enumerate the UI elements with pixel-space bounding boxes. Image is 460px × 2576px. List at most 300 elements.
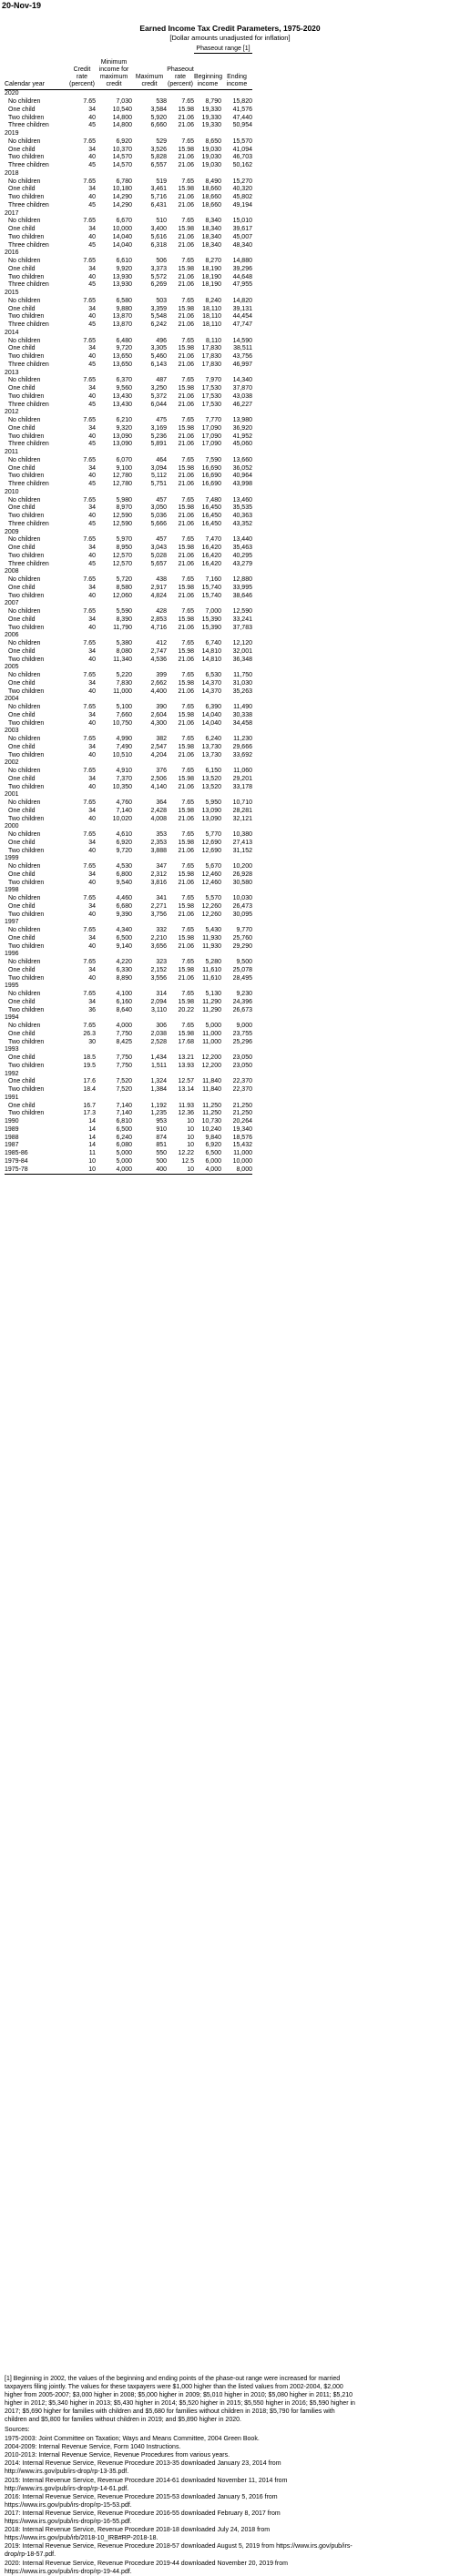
row-label: Two children [8,783,45,790]
cell-value: 4,000 [96,1166,132,1174]
row-label: Two children [8,1038,45,1045]
cell-value: 6,080 [116,1142,132,1149]
cell-value: 4,610 [116,831,132,839]
cell-value: 7.65 [181,959,194,966]
cell-value: 7,970 [205,377,221,384]
cell-value: 475 [156,417,167,424]
table-row [5,942,252,951]
cell-value: 46,703 [232,154,252,161]
cell-value: 18,340 [201,233,221,240]
row-label: 2008 [5,568,19,575]
source-item: 2004-2009: Internal Revenue Service, Form 1040 Instructions. [5,2444,181,2451]
cell-value: 21.06 [178,281,194,289]
table-row [5,433,252,441]
cell-value [221,855,252,863]
cell-value: 2,528 [150,1038,167,1045]
table-row [5,719,252,728]
row-label: No children [8,672,41,679]
row-label: Two children [8,879,45,886]
cell-value: 15.98 [178,871,194,878]
cell-value: 35,463 [232,545,252,552]
cell-value: 16,450 [201,513,221,520]
row-label: One child [8,871,36,878]
cell-value [132,449,167,457]
sources-list [5,2435,355,2576]
cell-value [132,887,167,895]
cell-value: 15.98 [178,186,194,193]
cell-value: 16,450 [201,504,221,512]
row-label: Two children [8,273,45,280]
row-label: No children [8,496,41,504]
cell-value [194,632,221,640]
table-row [5,377,252,385]
table-row [5,927,252,935]
table-row [5,473,252,481]
cell-value [132,1014,167,1023]
cell-value: 40 [88,233,96,240]
cell-value [167,600,194,608]
cell-value: 40 [88,313,96,321]
cell-value: 11,930 [202,942,221,950]
cell-value: 12,590 [112,520,132,527]
cell-value: 40 [88,911,96,918]
cell-value: 7.65 [181,895,194,902]
row-label: Two children [8,592,45,599]
cell-value: 21.06 [178,433,194,440]
cell-value [96,600,132,608]
cell-value [167,130,194,138]
cell-value: 12,460 [201,871,221,878]
cell-value: 40 [88,624,96,631]
cell-value: 40 [88,194,96,201]
cell-value [96,919,132,927]
row-label: No children [8,98,41,106]
cell-value: 364 [156,799,167,807]
table-row [5,1158,252,1166]
row-label: 2016 [5,249,19,257]
cell-value: 16,450 [201,520,221,527]
row-label: Two children [8,313,45,321]
table-row [5,799,252,808]
cell-value: 7.65 [83,831,96,839]
cell-value [96,696,132,704]
cell-value [68,369,96,377]
cell-value: 40 [88,392,96,400]
cell-value [194,600,221,608]
cell-value: 21.06 [178,353,194,361]
cell-value: 12,590 [232,608,252,616]
cell-value [68,600,96,608]
cell-value: 7.65 [83,536,96,544]
cell-value: 4,220 [116,959,132,966]
row-label: 1992 [5,1070,19,1077]
cell-value [68,823,96,831]
cell-value: 40 [88,154,96,161]
year-row [5,951,252,959]
cell-value [96,489,132,497]
cell-value: 2,662 [150,679,167,687]
cell-value: 5,720 [116,576,132,584]
cell-value [96,449,132,457]
cell-value: 12,880 [232,576,252,584]
cell-value: 34 [88,679,96,687]
row-label: No children [8,640,41,647]
cell-value: 9,390 [116,911,132,918]
cell-value: 9,100 [116,464,132,472]
cell-value: 13,090 [112,433,132,440]
cell-value: 10,180 [112,186,132,193]
table-row [5,768,252,776]
cell-value: 7,770 [205,417,221,424]
cell-value [221,664,252,672]
cell-value: 11,340 [113,656,132,663]
cell-value: 3,359 [150,305,167,312]
cell-value: 47,747 [232,321,252,329]
cell-value: 8,240 [205,297,221,304]
table-row [5,425,252,433]
cell-value: 7.65 [181,991,194,998]
row-label: Three children [8,481,49,488]
cell-value [96,855,132,863]
row-label: 1987 [5,1142,19,1149]
cell-value: 21.06 [178,624,194,631]
cell-value: 44,454 [232,313,252,321]
row-label: Two children [8,473,45,480]
cell-value: 32,121 [232,815,252,822]
cell-value: 26,673 [232,1006,252,1013]
cell-value [68,90,96,98]
year-row [5,1014,252,1023]
table-row [5,162,252,170]
cell-value [221,823,252,831]
row-label: Three children [8,122,49,129]
cell-value: 2,604 [150,711,167,718]
row-label: 2004 [5,696,19,703]
cell-value: 7,750 [116,1030,132,1037]
cell-value: 13,430 [112,392,132,400]
cell-value [132,528,167,536]
cell-value [167,90,194,98]
source-item: 2016: Internal Revenue Service, Revenue Procedure 2015-53 downloaded January 5, 2016 from https://www.irs.gov/pub/irs-drop/rp-15-53.pdf. [5,2493,278,2509]
cell-value: 29,666 [232,743,252,750]
cell-value: 7.65 [181,536,194,544]
table-row [5,608,252,616]
cell-value: 11,230 [233,736,252,743]
cell-value: 26,928 [232,871,252,878]
cell-value [221,728,252,736]
cell-value: 9,500 [236,959,252,966]
cell-value: 5,280 [205,959,221,966]
cell-value [132,130,167,138]
cell-value: 20.22 [178,1006,194,1013]
row-label: Two children [8,815,45,822]
cell-value: 33,241 [232,616,252,623]
cell-value: 27,413 [232,839,252,846]
cell-value: 2,271 [150,902,167,910]
cell-value: 6,500 [116,934,132,942]
cell-value: 45 [88,281,96,289]
cell-value: 18,340 [201,241,221,249]
cell-value: 21,250 [232,1110,252,1117]
cell-value: 332 [156,927,167,934]
cell-value: 34 [88,545,96,552]
row-label: 2014 [5,329,19,336]
cell-value [68,951,96,959]
cell-value: 12,200 [201,1062,221,1069]
cell-value: 45 [88,321,96,329]
cell-value: 13,440 [232,536,252,544]
cell-value: 6,920 [205,1142,221,1149]
cell-value: 15.98 [178,146,194,153]
cell-value: 3,094 [150,464,167,472]
table-row [5,704,252,712]
cell-value [221,209,252,218]
source-item: 2020: Internal Revenue Service, Revenue Procedure 2019-44 downloaded November 20, 2019 from https://www.irs.gov/pub/irs-drop/rp-19-44.pdf. [5,2560,288,2575]
row-label: No children [8,959,41,966]
row-label: One child [8,265,36,272]
cell-value: 8,340 [205,218,221,225]
table-row [5,1086,252,1095]
cell-value [96,209,132,218]
cell-value: 34 [88,146,96,153]
cell-value [167,568,194,576]
cell-value [68,791,96,799]
cell-value: 19,030 [201,162,221,169]
cell-value [194,728,221,736]
cell-value: 13,650 [112,353,132,361]
table-row [5,361,252,370]
cell-value: 7.65 [181,608,194,616]
cell-value: 21.06 [178,879,194,886]
cell-value: 40 [88,847,96,854]
cell-value: 7.65 [83,704,96,711]
cell-value: 6,530 [205,672,221,679]
header-maximum-credit: Maximum credit [132,54,167,90]
cell-value [132,1046,167,1054]
cell-value: 14,370 [201,679,221,687]
cell-value: 40 [88,719,96,727]
cell-value: 7.65 [83,218,96,225]
cell-value: 306 [156,1023,167,1030]
cell-value: 21.06 [178,592,194,599]
row-label: Two children [8,751,45,759]
cell-value [96,1046,132,1054]
cell-value [96,1014,132,1023]
header-phaseout-rate: Phaseout rate (percent) [167,54,194,90]
cell-value: 399 [156,672,167,679]
cell-value: 3,816 [150,879,167,886]
cell-value: 43,756 [232,353,252,361]
cell-value: 6,150 [205,768,221,775]
cell-value: 11,490 [233,704,252,711]
cell-value: 26.3 [83,1030,96,1037]
cell-value: 10,020 [112,815,132,822]
cell-value: 34 [88,711,96,718]
cell-value [132,855,167,863]
row-label: No children [8,576,41,584]
table-row [5,273,252,281]
cell-value: 14,590 [232,337,252,344]
cell-value: 6,431 [150,201,167,209]
source-item: 2010-2013: Internal Revenue Service, Revenue Procedures from various years. [5,2452,230,2459]
table-row [5,879,252,887]
cell-value [221,170,252,178]
cell-value: 40 [88,687,96,695]
cell-value: 5,670 [205,863,221,871]
cell-value: 14,800 [112,122,132,129]
cell-value [96,90,132,98]
cell-value: 34 [88,743,96,750]
cell-value [96,130,132,138]
cell-value: 15.98 [178,775,194,782]
cell-value: 21.06 [178,481,194,488]
cell-value: 15.98 [178,385,194,392]
cell-value: 34 [88,464,96,472]
cell-value: 347 [156,863,167,871]
cell-value [194,1046,221,1054]
cell-value: 40 [88,473,96,480]
cell-value: 14 [88,1118,96,1125]
table-row [5,401,252,409]
cell-value [194,449,221,457]
cell-value: 15,390 [201,616,221,623]
cell-value: 4,716 [150,624,167,631]
cell-value: 19,330 [201,114,221,121]
cell-value [167,1070,194,1078]
cell-value: 4,008 [150,815,167,822]
cell-value: 7.65 [83,672,96,679]
cell-value: 43,279 [232,560,252,567]
cell-value [68,528,96,536]
cell-value: 7.65 [83,991,96,998]
cell-value [221,528,252,536]
cell-value: 40,964 [232,473,252,480]
table-row [5,959,252,967]
cell-value: 5,380 [116,640,132,647]
cell-value: 15.98 [178,226,194,233]
cell-value: 5,770 [205,831,221,839]
cell-value: 4,000 [116,1023,132,1030]
cell-value: 17,830 [201,353,221,361]
cell-value: 34 [88,839,96,846]
cell-value: 3,400 [150,226,167,233]
cell-value: 10,540 [112,106,132,113]
table-row [5,616,252,625]
cell-value [132,330,167,338]
row-label: One child [8,934,36,942]
cell-value: 7,660 [116,711,132,718]
cell-value: 7.65 [181,218,194,225]
cell-value: 21.06 [178,194,194,201]
cell-value [96,170,132,178]
cell-value: 18,660 [201,201,221,209]
cell-value: 851 [156,1142,167,1149]
table-row [5,281,252,290]
row-label: No children [8,456,41,463]
row-label: Two children [8,513,45,520]
cell-value: 45,802 [232,194,252,201]
cell-value [68,1070,96,1078]
cell-value [96,951,132,959]
cell-value [132,1070,167,1078]
row-label: One child [8,998,36,1005]
year-row [5,249,252,258]
cell-value: 2,210 [150,934,167,942]
row-label: One child [8,305,36,312]
cell-value: 390 [156,704,167,711]
cell-value [194,919,221,927]
cell-value [96,728,132,736]
cell-value: 15.98 [178,345,194,352]
cell-value: 8,970 [116,504,132,512]
cell-value [194,209,221,218]
table-row [5,1142,252,1150]
cell-value: 7.65 [181,640,194,647]
cell-value: 6,610 [116,258,132,265]
cell-value: 7.65 [83,576,96,584]
cell-value: 25,760 [232,934,252,942]
table-row [5,107,252,115]
cell-value: 7.65 [181,1023,194,1030]
cell-value: 36,052 [232,464,252,472]
cell-value: 464 [156,456,167,463]
table-row [5,226,252,234]
cell-value: 529 [156,137,167,145]
cell-value: 4,000 [194,1166,221,1174]
cell-value: 7.65 [181,337,194,344]
year-row [5,170,252,178]
cell-value [132,823,167,831]
cell-value: 12,780 [112,473,132,480]
eitc-parameters-table [5,44,252,1175]
cell-value: 7.65 [181,377,194,384]
table-row [5,202,252,210]
cell-value: 13,460 [232,496,252,504]
table-row [5,1166,252,1174]
cell-value: 2,038 [150,1030,167,1037]
cell-value: 23,050 [232,1062,252,1069]
cell-value: 7,750 [116,1062,132,1069]
cell-value: 9,880 [116,305,132,312]
row-label: Two children [8,154,45,161]
cell-value: 7.65 [83,98,96,106]
cell-value: 45 [88,401,96,408]
cell-value: 43,998 [232,481,252,488]
row-label: Two children [8,911,45,918]
sources-section [5,2426,355,2576]
cell-value: 34 [88,966,96,973]
cell-value: 43,038 [232,392,252,400]
cell-value: 17.68 [178,1038,194,1045]
row-label: One child [8,743,36,750]
cell-value: 39,296 [232,265,252,272]
year-row [5,130,252,138]
cell-value: 6,780 [116,178,132,185]
cell-value: 25,296 [232,1038,252,1045]
cell-value: 15.98 [178,807,194,814]
cell-value: 35,263 [232,687,252,695]
row-label: Three children [8,241,49,249]
cell-value: 10 [167,1166,194,1174]
cell-value [167,1046,194,1054]
table-row [5,1126,252,1135]
cell-value [132,632,167,640]
cell-value: 21.06 [178,974,194,982]
year-row [5,600,252,608]
cell-value: 1,384 [150,1086,167,1094]
cell-value: 21,250 [232,1102,252,1109]
cell-value [194,330,221,338]
